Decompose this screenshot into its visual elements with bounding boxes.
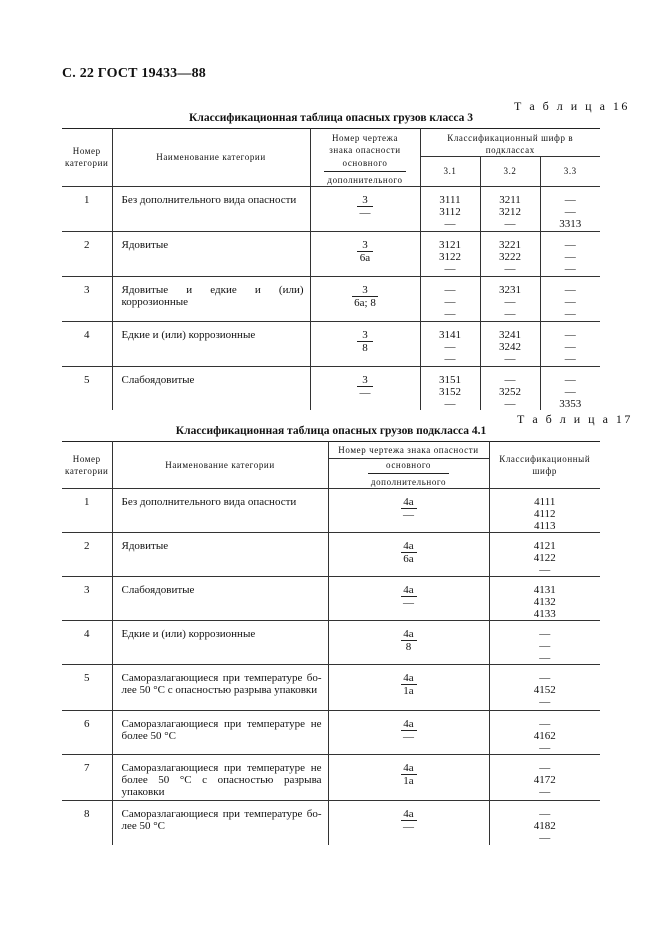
code-value: 4121 xyxy=(533,540,556,552)
code-value: — xyxy=(564,250,576,263)
table-row xyxy=(62,533,600,577)
code-value: 4122 xyxy=(533,552,556,564)
table17-label: Т а б л и ц а 17 xyxy=(517,412,633,426)
code-value: 3353 xyxy=(559,397,582,410)
sign-additional: — xyxy=(403,731,414,743)
code-value: — xyxy=(539,832,551,844)
code-value: — xyxy=(564,385,576,398)
code-value: — xyxy=(564,328,576,341)
code-value: — xyxy=(504,352,516,365)
code-value: 3211 xyxy=(499,193,521,206)
category-name: Саморазлагающиеся при температуре более 50 °С xyxy=(112,801,328,845)
code-value: — xyxy=(564,307,576,320)
code-value: — xyxy=(444,307,456,320)
category-name: Едкие и (или) коррозионные xyxy=(112,621,328,665)
code-value: — xyxy=(504,295,516,308)
code-cell xyxy=(420,276,480,321)
sign-fraction xyxy=(357,329,373,354)
code-value: 4112 xyxy=(533,508,556,520)
category-number: 5 xyxy=(62,366,112,410)
sign-main: 3 xyxy=(357,239,373,252)
code-value: 3112 xyxy=(439,205,461,218)
code-value: 3141 xyxy=(439,328,461,341)
code-value: — xyxy=(444,262,456,275)
code-cell xyxy=(420,231,480,276)
category-name: Слабоядовитые xyxy=(112,577,328,621)
code-value: — xyxy=(444,352,456,365)
code-value: — xyxy=(539,742,551,754)
code-value: — xyxy=(504,262,516,275)
code-cell xyxy=(489,755,600,801)
code-value: — xyxy=(504,217,516,230)
code-cell xyxy=(480,276,540,321)
table-row xyxy=(62,755,600,801)
table17 xyxy=(62,441,600,845)
code-value: 3111 xyxy=(439,193,461,206)
code-cell xyxy=(420,186,480,231)
code-value: — xyxy=(444,397,456,410)
sign-main: 4а xyxy=(401,718,417,731)
code-cell xyxy=(540,276,600,321)
sign-fraction xyxy=(401,762,417,787)
table16-col-number: Номер категории xyxy=(62,129,112,187)
sign-cell xyxy=(328,621,489,665)
category-number: 2 xyxy=(62,231,112,276)
table17-sign-top: основного xyxy=(368,459,449,474)
category-name: Слабоядовитые xyxy=(112,366,310,410)
sign-cell xyxy=(310,321,420,366)
code-value: 4113 xyxy=(533,520,556,532)
category-number: 1 xyxy=(62,186,112,231)
code-value: — xyxy=(564,205,576,218)
table16-col-code: Классификационный шифр в подклассах xyxy=(420,129,600,157)
category-name: Саморазлагающиеся при температуре не более 50 °С с опасностью разрыва упаковки xyxy=(112,755,328,801)
table16-title: Классификационная таблица опасных грузов класса 3 xyxy=(189,112,473,124)
sign-fraction xyxy=(401,628,417,653)
code-cell xyxy=(480,321,540,366)
code-value: — xyxy=(564,262,576,275)
code-value: 3151 xyxy=(439,373,461,386)
code-value: — xyxy=(539,786,551,798)
sign-additional: — xyxy=(403,509,414,521)
code-value: 4152 xyxy=(533,684,556,696)
sign-fraction xyxy=(401,672,417,697)
category-name: Ядовитые и едкие и (или) коррозионные xyxy=(112,276,310,321)
code-value: 4133 xyxy=(533,608,556,620)
code-cell xyxy=(480,231,540,276)
code-value: — xyxy=(504,373,516,386)
sign-main: 4а xyxy=(401,762,417,775)
code-value: — xyxy=(444,217,456,230)
code-value: 4172 xyxy=(533,774,556,786)
sign-additional: 6а xyxy=(403,553,414,565)
table-row xyxy=(62,366,600,410)
sign-fraction xyxy=(401,808,417,833)
category-number: 6 xyxy=(62,711,112,755)
code-value: — xyxy=(564,283,576,296)
category-number: 1 xyxy=(62,489,112,533)
table-row xyxy=(62,577,600,621)
table17-col-sign: Номер чертежа знака опасности xyxy=(328,442,489,459)
code-value: 4132 xyxy=(533,596,556,608)
code-value: 3212 xyxy=(499,205,521,218)
table16-sign-bottom: дополнительного xyxy=(327,174,403,185)
sign-main: 4а xyxy=(401,672,417,685)
code-value: 3121 xyxy=(439,238,461,251)
code-cell xyxy=(489,489,600,533)
code-value: — xyxy=(539,564,551,576)
code-value: 3242 xyxy=(499,340,521,353)
code-value: — xyxy=(539,652,551,664)
sign-fraction xyxy=(357,239,373,264)
category-name: Без дополнительного вида опасности xyxy=(112,186,310,231)
table16-subclass-3: 3.3 xyxy=(540,157,600,187)
table-row xyxy=(62,276,600,321)
table16-subclass-1: 3.1 xyxy=(420,157,480,187)
code-value: — xyxy=(564,373,576,386)
sign-additional: — xyxy=(359,206,371,219)
code-cell xyxy=(489,577,600,621)
category-name: Ядовитые xyxy=(112,533,328,577)
sign-fraction xyxy=(352,284,378,309)
sign-cell xyxy=(310,186,420,231)
code-value: 3221 xyxy=(499,238,521,251)
code-cell xyxy=(489,801,600,845)
sign-additional: 6а; 8 xyxy=(354,296,376,309)
code-cell xyxy=(540,231,600,276)
sign-cell xyxy=(328,489,489,533)
code-cell xyxy=(480,366,540,410)
category-name: Едкие и (или) коррозионные xyxy=(112,321,310,366)
category-name: Без дополнительного вида опасности xyxy=(112,489,328,533)
code-value: 4162 xyxy=(533,730,556,742)
sign-main: 3 xyxy=(357,374,373,387)
code-value: — xyxy=(444,295,456,308)
table-row xyxy=(62,321,600,366)
sign-fraction xyxy=(357,374,373,399)
category-number: 4 xyxy=(62,321,112,366)
code-value: 3122 xyxy=(439,250,461,263)
category-name: Ядовитые xyxy=(112,231,310,276)
code-value: — xyxy=(504,397,516,410)
sign-cell xyxy=(310,276,420,321)
sign-main: 4а xyxy=(401,628,417,641)
code-value: — xyxy=(539,672,551,684)
code-value: 3241 xyxy=(499,328,521,341)
category-name: Саморазлагающиеся при температуре не более 50 °С xyxy=(112,711,328,755)
code-value: — xyxy=(564,238,576,251)
code-value: — xyxy=(539,640,551,652)
code-value: 4131 xyxy=(533,584,556,596)
sign-additional: 8 xyxy=(362,341,368,354)
sign-cell xyxy=(328,801,489,845)
table16-label: Т а б л и ц а 16 xyxy=(514,99,630,113)
category-number: 7 xyxy=(62,755,112,801)
sign-main: 4а xyxy=(401,540,417,553)
sign-additional: — xyxy=(359,386,371,399)
table-row xyxy=(62,231,600,276)
table16 xyxy=(62,128,600,410)
code-value: — xyxy=(539,718,551,730)
code-value: — xyxy=(564,295,576,308)
table16-sign-fraction xyxy=(310,157,420,187)
code-value: — xyxy=(504,307,516,320)
code-value: — xyxy=(444,340,456,353)
table17-sign-bottom: дополнительного xyxy=(370,477,447,487)
code-value: 3222 xyxy=(499,250,521,263)
code-value: 3313 xyxy=(559,217,582,230)
sign-fraction xyxy=(401,718,417,743)
category-number: 2 xyxy=(62,533,112,577)
table-row xyxy=(62,621,600,665)
code-value: 4182 xyxy=(533,820,556,832)
sign-cell xyxy=(328,711,489,755)
table16-col-name: Наименование категории xyxy=(112,129,310,187)
code-cell xyxy=(489,665,600,711)
code-value: — xyxy=(539,808,551,820)
sign-additional: 1а xyxy=(403,685,414,697)
table-row xyxy=(62,186,600,231)
sign-fraction xyxy=(401,496,417,521)
table16-subclass-2: 3.2 xyxy=(480,157,540,187)
code-value: — xyxy=(539,762,551,774)
sign-main: 4а xyxy=(401,496,417,509)
sign-cell xyxy=(310,366,420,410)
sign-cell xyxy=(328,665,489,711)
table17-col-code: Классификационный шифр xyxy=(489,442,600,489)
code-cell xyxy=(489,621,600,665)
code-value: — xyxy=(444,283,456,296)
code-cell xyxy=(489,533,600,577)
code-value: — xyxy=(539,696,551,708)
table17-col-name: Наименование категории xyxy=(112,442,328,489)
sign-cell xyxy=(310,231,420,276)
table16-col-sign: Номер чертежа знака опасности xyxy=(310,129,420,157)
code-cell xyxy=(540,366,600,410)
code-value: — xyxy=(564,193,576,206)
sign-main: 3 xyxy=(352,284,378,297)
table17-title: Классификационная таблица опасных грузов подкласса 4.1 xyxy=(175,425,487,437)
code-cell xyxy=(480,186,540,231)
code-cell xyxy=(540,321,600,366)
code-cell xyxy=(420,366,480,410)
sign-main: 4а xyxy=(401,584,417,597)
sign-additional: 8 xyxy=(405,641,412,653)
table-row xyxy=(62,489,600,533)
table-row xyxy=(62,665,600,711)
sign-fraction xyxy=(401,584,417,609)
category-number: 5 xyxy=(62,665,112,711)
sign-fraction xyxy=(357,194,373,219)
sign-fraction xyxy=(401,540,417,565)
sign-main: 3 xyxy=(357,194,373,207)
sign-cell xyxy=(328,577,489,621)
sign-additional: 6а xyxy=(359,251,371,264)
category-name: Саморазлагающиеся при температуре более 50 °С с опасностью разрыва упаковки xyxy=(112,665,328,711)
table16-sign-top: основного xyxy=(324,157,405,172)
sign-cell xyxy=(328,533,489,577)
table-row xyxy=(62,711,600,755)
sign-additional: 1а xyxy=(403,775,414,787)
category-number: 4 xyxy=(62,621,112,665)
code-value: 3252 xyxy=(499,385,521,398)
code-cell xyxy=(489,711,600,755)
sign-main: 3 xyxy=(357,329,373,342)
code-value: — xyxy=(564,352,576,365)
category-number: 3 xyxy=(62,276,112,321)
page-header: С. 22 ГОСТ 19433—88 xyxy=(62,66,206,81)
code-value: 3152 xyxy=(439,385,461,398)
table17-col-number: Номер категории xyxy=(62,442,112,489)
code-cell xyxy=(420,321,480,366)
sign-additional: — xyxy=(403,597,414,609)
category-number: 8 xyxy=(62,801,112,845)
table-row xyxy=(62,801,600,845)
code-value: 4111 xyxy=(534,496,556,508)
table17-sign-fraction xyxy=(328,459,489,489)
code-value: 3231 xyxy=(499,283,521,296)
sign-additional: — xyxy=(403,821,414,833)
code-cell xyxy=(540,186,600,231)
sign-main: 4а xyxy=(401,808,417,821)
code-value: — xyxy=(564,340,576,353)
code-value: — xyxy=(539,628,551,640)
category-number: 3 xyxy=(62,577,112,621)
sign-cell xyxy=(328,755,489,801)
